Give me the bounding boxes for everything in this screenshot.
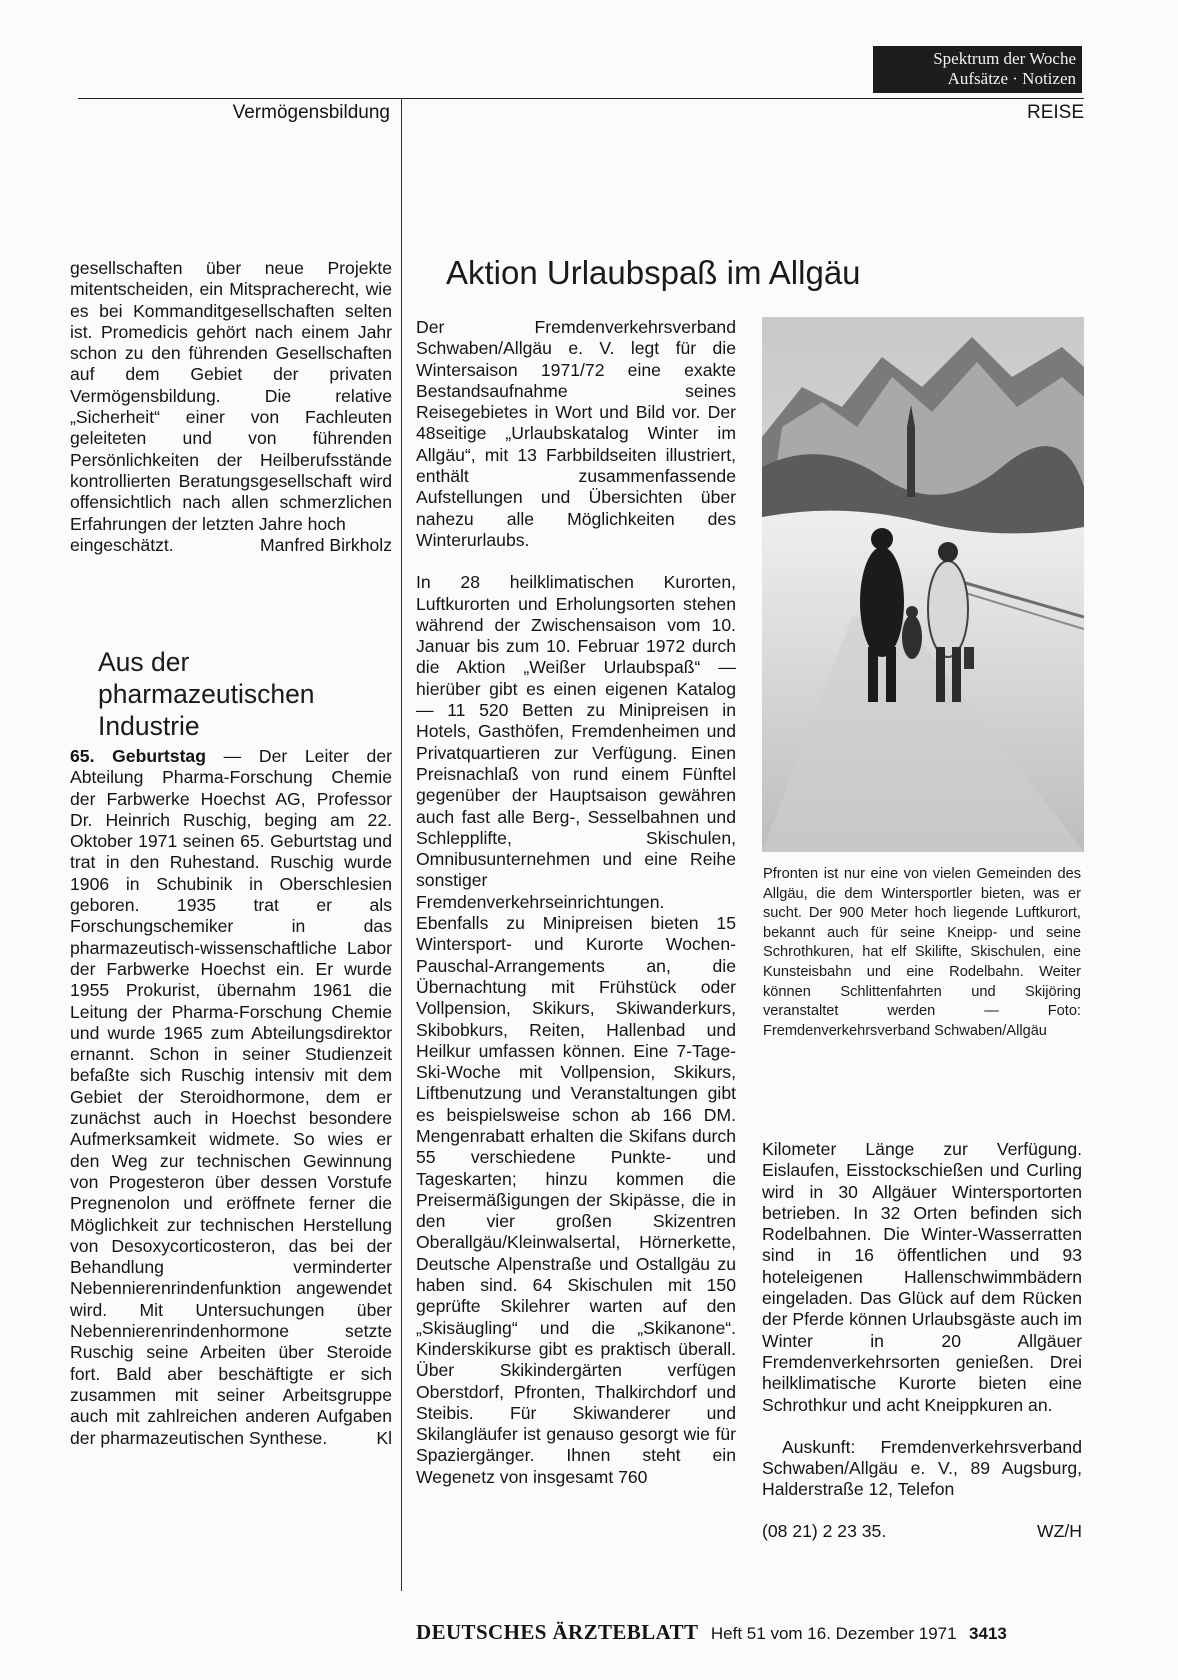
article-title: Aktion Urlaubspaß im Allgäu	[446, 254, 861, 291]
middle-column	[416, 317, 736, 1488]
photo-caption: Pfronten ist nur eine von vielen Gemeinden des Allgäu, die dem Wintersportler bieten, was er sucht. Der 900 Meter hoch liegende Luftkurort, bekannt auch für seine Kneipp- und seine Schrothkuren, hat elf Skilifte, Skischulen, eine Kunsteisbahn und eine Rodelbahn. Weiter können Schlittenfahrten und Skijöring veranstaltet werden — Foto: Fremdenverkehrsverband Schwaben/Allgäu	[763, 866, 1081, 1039]
pharma-column	[70, 746, 392, 1449]
article-paragraph-1: Der Fremdenverkehrsverband Schwaben/Allgäu e. V. legt für die Wintersaison 1971/72 eine exakte Bestandsaufnahme seines Reisegebietes in Wort und Bild vor. Der 48seitige „Urlaubskatalog Winter im Allgäu“, mit 13 Farbbildseiten illustriert, enthält zusammenfassende Aufstellungen und Übersichten über nahezu alle Möglichkeiten des Winterurlaubs.	[416, 317, 736, 550]
right-column	[762, 1139, 1082, 1542]
continuation-signoff	[70, 535, 392, 556]
article-paragraph-2: In 28 heilklimatischen Kurorten, Luftkurorten und Erholungsorten stehen während der Zwischensaison vom 10. Januar bis zum 10. Februar 1972 durch die Aktion „Weißer Urlaubspaß“ — hierüber gibt es einen eigenen Katalog — 11 520 Betten zu Minipreisen in Hotels, Gasthöfen, Fremdenheimen und Privatquartieren zur Verfügung. Einen Preisnachlaß von rund einem Fünftel gegenüber der Hauptsaison gewähren auch fast alle Berg-, Sesselbahnen und Schlepplifte, Skischulen, Omnibusunternehmen und eine Reihe sonstiger Fremdenverkehrseinrichtungen. Ebenfalls zu Minipreisen bieten 15 Wintersport- und Kurorte Wochen-Pauschal-Arrangements an, die Übernachtung mit Frühstück oder Vollpension, Skikurs, Skiwanderkurs, Skibobkurs, Reiten, Hallenbad und Heilkur umfassen können. Eine 7-Tage-Ski-Woche mit Vollpension, Skikurs, Liftbenutzung und Veranstaltungen gibt es beispielsweise schon ab 166 DM. Mengenrabatt erhalten die Skifans durch 55 verschiedene Punkte- und Tageskarten; hinzu kommen die Preisermäßigungen der Skipässe, die in den vier großen Skizentren Oberallgäu/Kleinwalsertal, Hörnerkette, Deutsche Alpenstraße und Ostallgäu zu haben sind. 64 Skischulen mit 150 geprüfte Skilehrer warten auf den „Skisäugling“ und die „Skikanone“. Kinderskikurse gibt es praktisch überall. Über Skikindergärten verfügen Oberstdorf, Pfronten, Thalkirchdorf und Steibis. Für Skiwanderer und Skilangläufer ist genauso gesorgt wie für Spaziergänger. Ihnen steht ein Wegenetz von insgesamt 760	[416, 572, 736, 1487]
masthead: DEUTSCHES ÄRZTEBLATT	[416, 1620, 699, 1644]
pharma-lead: 65. Geburtstag	[70, 746, 206, 766]
page-footer	[416, 1620, 1084, 1645]
left-column	[70, 258, 392, 556]
article-paragraph-3: Kilometer Länge zur Verfügung. Eislaufen, Eisstockschießen und Curling wird in 30 Allgäuer Wintersportorten betrieben. In 32 Orten befinden sich Rodelbahnen. Die Winter-Wasserratten sind in 16 öffentlichen und 93 hoteleigenen Hallenschwimmbädern eingeladen. Das Glück auf dem Rücken der Pferde können Urlaubsgäste auch im Winter in 20 Allgäuer Fremdenverkehrsorten genießen. Drei heilklimatische Kurorte bieten eine Schrothkur und acht Kneippkuren an.	[762, 1139, 1082, 1415]
pharma-sign: Kl	[376, 1427, 392, 1448]
column-divider	[401, 98, 402, 1591]
snow-scene-illustration	[762, 317, 1084, 852]
badge-line-2: Aufsätze · Notizen	[947, 69, 1076, 88]
photo-pfronten	[762, 317, 1084, 852]
issue-info: Heft 51 vom 16. Dezember 1971	[710, 1624, 957, 1643]
badge-line-1: Spektrum der Woche	[933, 49, 1076, 68]
section-label-right: REISE	[1026, 102, 1084, 123]
pharma-body: — Der Leiter der Abteilung Pharma-Forschung Chemie der Farbwerke Hoechst AG, Professor Dr. Heinrich Ruschig, beging am 22. Oktober 1971 seinen 65. Geburtstag und trat in den Ruhestand. Ruschig wurde 1906 in Schubinik in Oberschlesien geboren. 1935 trat er als Forschungschemiker in das pharmazeutisch-wissenschaftliche Labor der Farbwerke Hoechst ein. Er wurde 1955 Prokurist, übernahm 1961 die Leitung der Pharma-Forschung Chemie und wurde 1965 zum Abteilungsdirektor ernannt. Schon in seiner Studienzeit befaßte sich Ruschig intensiv mit dem Gebiet der Steroidhormone, dem er zunächst auch in Hoechst besondere Aufmerksamkeit widmete. So wies er den Weg zur technischen Gewinnung von Progesteron über dessen Vorstufe Pregnenolon und eröffnete ferner die Möglichkeit zur technischen Herstellung von Desoxycorticosteron, das bei der Behandlung verminderter Nebennierenrindenfunktion angewendet wird. Mit Untersuchungen über Nebennierenrindenhormone setzte Ruschig seine Arbeiten über Steroide fort. Bald aber beschäftigte er sich zusammen mit seiner Arbeitsgruppe auch mit zahlreichen anderen Aufgaben der pharmazeutischen Synthese.	[70, 746, 392, 1448]
author: Manfred Birkholz	[259, 534, 392, 555]
pharma-article	[70, 746, 392, 1449]
continuation-end: eingeschätzt.	[70, 534, 174, 555]
section-label-left: Vermögensbildung	[232, 102, 390, 123]
continuation-text: gesellschaften über neue Projekte mitentscheiden, ein Mitspracherecht, wie es bei Kommanditgesellschaften selten ist. Promedicis gehört nach einem Jahr schon zu den führenden Gesellschaften auf dem Gebiet der privaten Vermögensbildung. Die relative „Sicherheit“ einer von Fachleuten geleiteten und von führenden Persönlichkeiten der Heilberufsstände kontrollierten Beratungsgesellschaft wird offensichtlich nach allen schmerzlichen Erfahrungen der letzten Jahre hoch	[70, 258, 392, 534]
article-signoff	[762, 1521, 1082, 1542]
section-heading-pharma: Aus der pharmazeutischen Industrie	[98, 647, 315, 741]
article-paragraph-4: Auskunft: Fremdenverkehrsverband Schwaben/Allgäu e. V., 89 Augsburg, Halderstraße 12, Telefon	[762, 1436, 1082, 1500]
section-badge	[873, 46, 1082, 93]
page-number: 3413	[969, 1624, 1007, 1643]
header-rule	[78, 98, 1084, 99]
article-phone: (08 21) 2 23 35.	[762, 1520, 887, 1541]
article-sign: WZ/H	[1037, 1520, 1082, 1541]
